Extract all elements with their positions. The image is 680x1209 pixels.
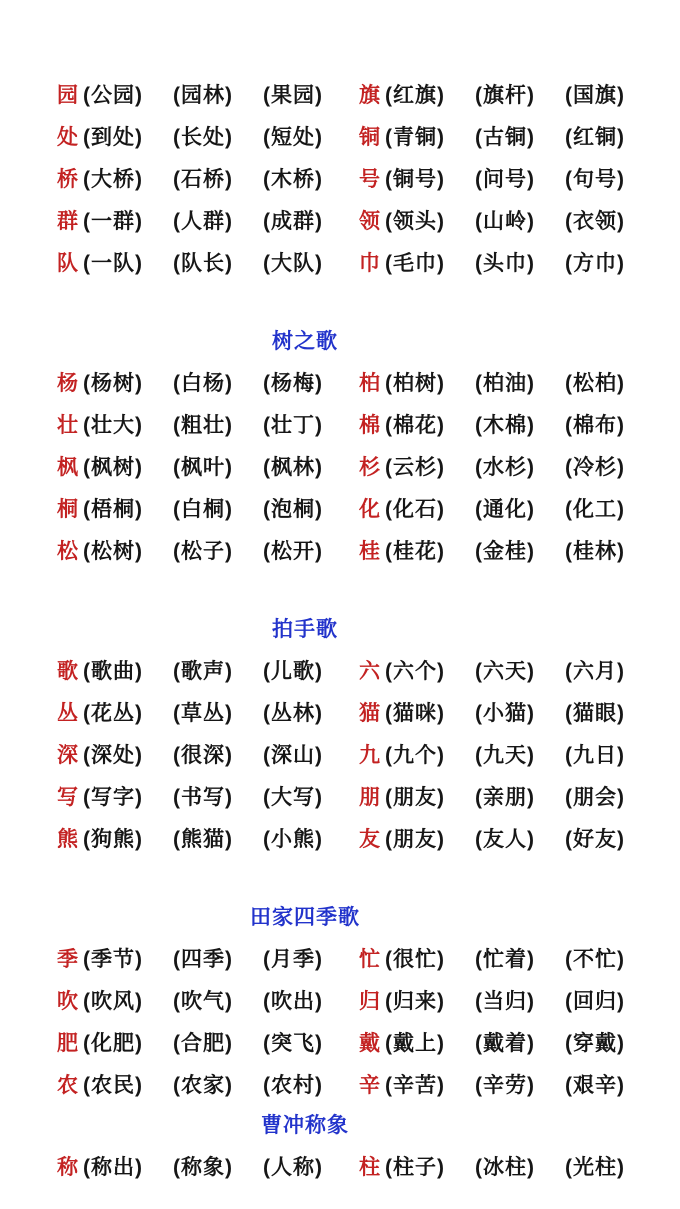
entry-word: (一群): [83, 210, 143, 233]
entry-word: (大队): [263, 252, 323, 275]
entry-row: [0, 1063, 680, 1105]
entry-word: (戴着): [475, 1032, 535, 1055]
entry-character: 丛: [57, 702, 78, 725]
entry-word: (古铜): [475, 126, 535, 149]
entry-word: (棉布): [565, 414, 625, 437]
entry-word: (称象): [173, 1156, 233, 1179]
entry-word: (九天): [475, 744, 535, 767]
entry-character: 桂: [359, 540, 380, 563]
entry-group: [359, 493, 655, 523]
entry-row: [0, 241, 680, 283]
entry-word: (铜号): [385, 168, 445, 191]
entry-word: (突飞): [263, 1032, 323, 1055]
entry-word: (吹风): [83, 990, 143, 1013]
entry-group: [359, 409, 655, 439]
entry-character: 九: [359, 744, 380, 767]
entry-word: (柏树): [385, 372, 445, 395]
entry-word: (归来): [385, 990, 445, 1013]
entry-word: (通化): [475, 498, 535, 521]
entry-word: (小猫): [475, 702, 535, 725]
section-title: 田家四季歌: [250, 906, 360, 929]
entry-character: 桥: [57, 168, 78, 191]
entry-word: (深处): [83, 744, 143, 767]
entry-word: (桂花): [385, 540, 445, 563]
entry-word: (方巾): [565, 252, 625, 275]
entry-group: [57, 163, 353, 193]
entry-row: [0, 445, 680, 487]
entry-word: (园林): [173, 84, 233, 107]
entry-word: (松子): [173, 540, 233, 563]
entry-word: (成群): [263, 210, 323, 233]
section-title: 树之歌: [272, 330, 338, 353]
entry-group: [57, 823, 353, 853]
entry-row: [0, 979, 680, 1021]
entry-word: (农家): [173, 1074, 233, 1097]
entry-word: (枫林): [263, 456, 323, 479]
entry-group: [57, 451, 353, 481]
entry-row: [0, 817, 680, 859]
entry-word: (辛劳): [475, 1074, 535, 1097]
entry-word: (队长): [173, 252, 233, 275]
entry-character: 深: [57, 744, 78, 767]
entry-row: [0, 115, 680, 157]
entry-word: (大桥): [83, 168, 143, 191]
entry-word: (小熊): [263, 828, 323, 851]
entry-row: [0, 649, 680, 691]
entry-word: (金桂): [475, 540, 535, 563]
entry-word: (果园): [263, 84, 323, 107]
entry-group: [57, 1027, 353, 1057]
entry-word: (毛巾): [385, 252, 445, 275]
entry-word: (辛苦): [385, 1074, 445, 1097]
entry-word: (友人): [475, 828, 535, 851]
entry-group: [359, 79, 655, 109]
entry-character: 壮: [57, 414, 78, 437]
entry-word: (很忙): [385, 948, 445, 971]
entry-group: [359, 1027, 655, 1057]
entry-character: 桐: [57, 498, 78, 521]
entry-word: (棉花): [385, 414, 445, 437]
entry-word: (回归): [565, 990, 625, 1013]
entry-word: (领头): [385, 210, 445, 233]
entry-character: 戴: [359, 1032, 380, 1055]
entry-group: [57, 1069, 353, 1099]
entry-word: (花丛): [83, 702, 143, 725]
entry-group: [359, 697, 655, 727]
entry-row: [0, 937, 680, 979]
entry-word: (四季): [173, 948, 233, 971]
entry-word: (猫眼): [565, 702, 625, 725]
entry-group: [359, 1069, 655, 1099]
entry-character: 铜: [359, 126, 380, 149]
entry-word: (白杨): [173, 372, 233, 395]
entry-character: 辛: [359, 1074, 380, 1097]
entry-word: (书写): [173, 786, 233, 809]
entry-word: (山岭): [475, 210, 535, 233]
entry-character: 队: [57, 252, 78, 275]
entry-word: (壮大): [83, 414, 143, 437]
entry-word: (吹出): [263, 990, 323, 1013]
entry-word: (杨梅): [263, 372, 323, 395]
entry-word: (枫树): [83, 456, 143, 479]
entry-word: (人称): [263, 1156, 323, 1179]
entry-word: (吹气): [173, 990, 233, 1013]
entry-character: 旗: [359, 84, 380, 107]
entry-row: [0, 529, 680, 571]
entry-word: (粗壮): [173, 414, 233, 437]
entry-word: (柏油): [475, 372, 535, 395]
entry-group: [57, 1151, 353, 1181]
entry-character: 化: [359, 498, 380, 521]
entry-character: 忙: [359, 948, 380, 971]
entry-group: [57, 535, 353, 565]
entry-group: [359, 121, 655, 151]
entry-word: (农民): [83, 1074, 143, 1097]
entry-group: [359, 823, 655, 853]
entry-character: 友: [359, 828, 380, 851]
entry-word: (戴上): [385, 1032, 445, 1055]
entry-character: 熊: [57, 828, 78, 851]
entry-group: [57, 739, 353, 769]
entry-word: (九个): [385, 744, 445, 767]
entry-group: [359, 205, 655, 235]
entry-character: 杨: [57, 372, 78, 395]
entry-word: (柱子): [385, 1156, 445, 1179]
entry-character: 农: [57, 1074, 78, 1097]
entry-group: [359, 943, 655, 973]
entry-character: 枫: [57, 456, 78, 479]
entry-word: (杨树): [83, 372, 143, 395]
entry-group: [57, 493, 353, 523]
entry-word: (冰柱): [475, 1156, 535, 1179]
entry-character: 处: [57, 126, 78, 149]
entry-character: 歌: [57, 660, 78, 683]
entry-word: (草丛): [173, 702, 233, 725]
entry-word: (松柏): [565, 372, 625, 395]
entry-row: [0, 1145, 680, 1187]
entry-group: [57, 205, 353, 235]
entry-character: 巾: [359, 252, 380, 275]
entry-word: (写字): [83, 786, 143, 809]
entry-word: (国旗): [565, 84, 625, 107]
entry-word: (歌曲): [83, 660, 143, 683]
entry-word: (艰辛): [565, 1074, 625, 1097]
entry-character: 领: [359, 210, 380, 233]
entry-character: 肥: [57, 1032, 78, 1055]
entry-group: [57, 655, 353, 685]
entry-group: [359, 535, 655, 565]
entry-row: [0, 157, 680, 199]
entry-word: (泡桐): [263, 498, 323, 521]
entry-word: (衣领): [565, 210, 625, 233]
entry-word: (红铜): [565, 126, 625, 149]
section-title: 曹冲称象: [261, 1114, 349, 1137]
entry-character: 松: [57, 540, 78, 563]
entry-word: (木棉): [475, 414, 535, 437]
entry-word: (木桥): [263, 168, 323, 191]
entry-group: [359, 739, 655, 769]
entry-word: (深山): [263, 744, 323, 767]
entry-word: (冷杉): [565, 456, 625, 479]
entry-character: 季: [57, 948, 78, 971]
entry-word: (化肥): [83, 1032, 143, 1055]
entry-character: 写: [57, 786, 78, 809]
entry-group: [57, 943, 353, 973]
entry-word: (白桐): [173, 498, 233, 521]
entry-word: (化工): [565, 498, 625, 521]
entry-word: (长处): [173, 126, 233, 149]
entry-word: (农村): [263, 1074, 323, 1097]
entry-word: (不忙): [565, 948, 625, 971]
entry-row: [0, 733, 680, 775]
entry-group: [57, 79, 353, 109]
entry-word: (六天): [475, 660, 535, 683]
entry-word: (石桥): [173, 168, 233, 191]
entry-word: (枫叶): [173, 456, 233, 479]
entry-row: [0, 403, 680, 445]
entry-character: 号: [359, 168, 380, 191]
entry-row: [0, 361, 680, 403]
entry-word: (化石): [385, 498, 445, 521]
entry-character: 六: [359, 660, 380, 683]
entry-group: [57, 409, 353, 439]
entry-group: [359, 451, 655, 481]
entry-word: (朋友): [385, 828, 445, 851]
entry-word: (称出): [83, 1156, 143, 1179]
entry-word: (到处): [83, 126, 143, 149]
entry-word: (青铜): [385, 126, 445, 149]
section-title: 拍手歌: [272, 618, 338, 641]
entry-word: (朋友): [385, 786, 445, 809]
entry-character: 猫: [359, 702, 380, 725]
entry-word: (熊猫): [173, 828, 233, 851]
entry-group: [57, 367, 353, 397]
entry-word: (六月): [565, 660, 625, 683]
entry-group: [57, 985, 353, 1015]
entry-word: (人群): [173, 210, 233, 233]
entry-row: [0, 487, 680, 529]
entry-word: (壮丁): [263, 414, 323, 437]
entry-group: [57, 247, 353, 277]
entry-group: [359, 367, 655, 397]
entry-word: (季节): [83, 948, 143, 971]
entry-word: (光柱): [565, 1156, 625, 1179]
entry-group: [359, 655, 655, 685]
entry-group: [57, 781, 353, 811]
entry-word: (问号): [475, 168, 535, 191]
entry-row: [0, 1021, 680, 1063]
entry-word: (头巾): [475, 252, 535, 275]
entry-word: (水杉): [475, 456, 535, 479]
entry-word: (很深): [173, 744, 233, 767]
word-list: [0, 73, 680, 1187]
entry-group: [359, 1151, 655, 1181]
entry-word: (好友): [565, 828, 625, 851]
entry-character: 柱: [359, 1156, 380, 1179]
entry-character: 称: [57, 1156, 78, 1179]
entry-word: (松树): [83, 540, 143, 563]
entry-word: (猫咪): [385, 702, 445, 725]
entry-group: [359, 163, 655, 193]
entry-word: (儿歌): [263, 660, 323, 683]
entry-word: (狗熊): [83, 828, 143, 851]
entry-word: (九日): [565, 744, 625, 767]
entry-word: (歌声): [173, 660, 233, 683]
entry-character: 朋: [359, 786, 380, 809]
entry-word: (六个): [385, 660, 445, 683]
entry-character: 棉: [359, 414, 380, 437]
entry-word: (朋会): [565, 786, 625, 809]
entry-character: 杉: [359, 456, 380, 479]
entry-group: [57, 121, 353, 151]
entry-word: (红旗): [385, 84, 445, 107]
entry-word: (短处): [263, 126, 323, 149]
entry-word: (公园): [83, 84, 143, 107]
entry-row: [0, 775, 680, 817]
entry-group: [359, 985, 655, 1015]
entry-character: 园: [57, 84, 78, 107]
entry-word: (句号): [565, 168, 625, 191]
entry-word: (一队): [83, 252, 143, 275]
entry-word: (合肥): [173, 1032, 233, 1055]
entry-word: (松开): [263, 540, 323, 563]
entry-word: (大写): [263, 786, 323, 809]
entry-character: 群: [57, 210, 78, 233]
entry-word: (梧桐): [83, 498, 143, 521]
entry-row: [0, 73, 680, 115]
entry-row: [0, 199, 680, 241]
entry-character: 柏: [359, 372, 380, 395]
entry-word: (亲朋): [475, 786, 535, 809]
entry-word: (穿戴): [565, 1032, 625, 1055]
entry-word: (云杉): [385, 456, 445, 479]
entry-group: [57, 697, 353, 727]
entry-word: (当归): [475, 990, 535, 1013]
entry-word: (桂林): [565, 540, 625, 563]
entry-group: [359, 781, 655, 811]
entry-word: (丛林): [263, 702, 323, 725]
entry-character: 吹: [57, 990, 78, 1013]
entry-word: (旗杆): [475, 84, 535, 107]
entry-word: (月季): [263, 948, 323, 971]
entry-character: 归: [359, 990, 380, 1013]
entry-group: [359, 247, 655, 277]
entry-word: (忙着): [475, 948, 535, 971]
entry-row: [0, 691, 680, 733]
